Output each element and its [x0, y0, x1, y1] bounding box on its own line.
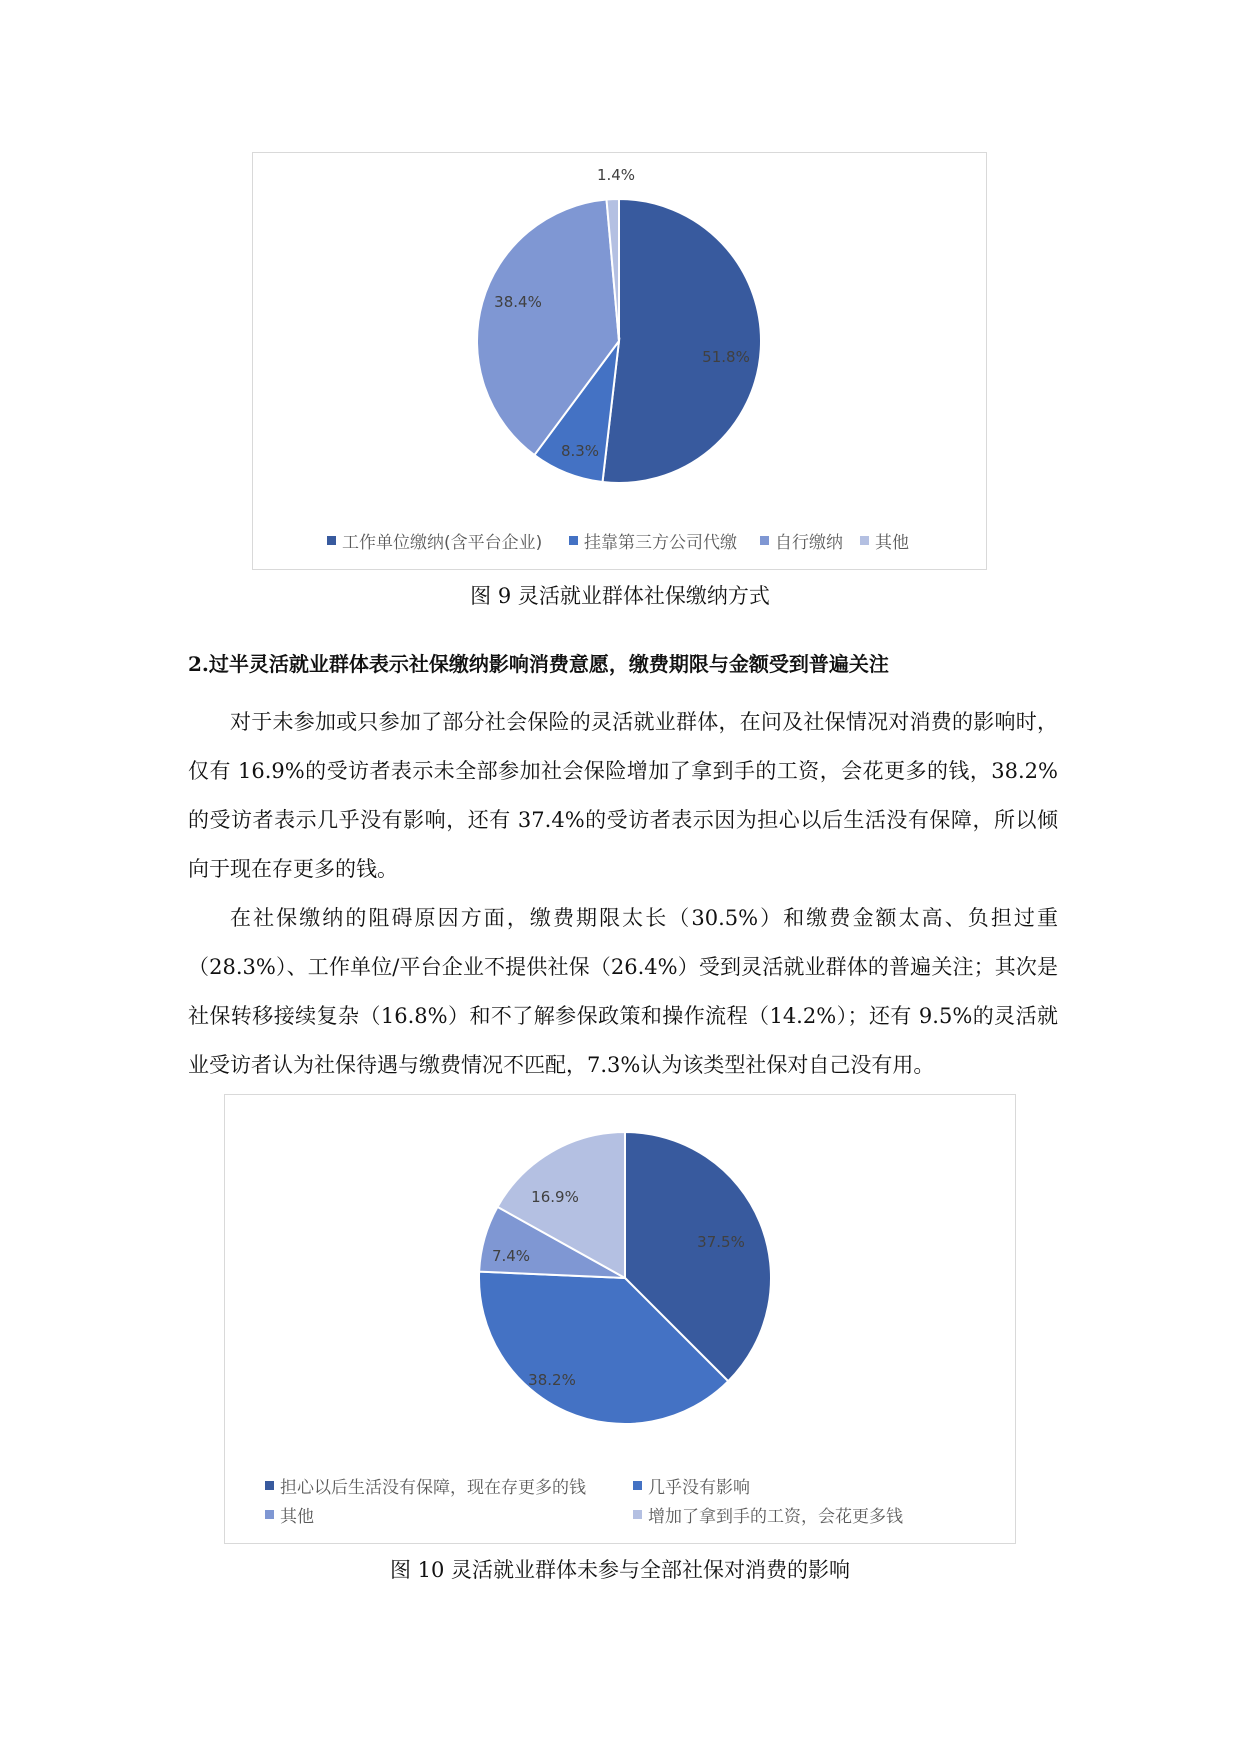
- figure-9-legend: [253, 528, 988, 558]
- paragraph-2: 在社保缴纳的阻碍原因方面，缴费期限太长（30.5%）和缴费金额太高、负担过重（28.3%）、工作单位/平台企业不提供社保（26.4%）受到灵活就业群体的普遍关注；其次是社保转移接续复杂（16.8%）和不了解参保政策和操作流程（14.2%）；还有 9.5%的灵活就业受访者认为社保待遇与缴费情况不匹配，7.3%认为该类型社保对自己没有用。: [188, 906, 1058, 1077]
- legend-swatch: [265, 1510, 274, 1519]
- legend-swatch: [760, 536, 769, 545]
- legend-item: [633, 1473, 750, 1498]
- legend-swatch: [633, 1510, 642, 1519]
- figure-9-caption: 图 9 灵活就业群体社保缴纳方式: [470, 584, 770, 608]
- legend-label: 工作单位缴纳(含平台企业): [342, 533, 543, 553]
- slice-value-label: 38.2%: [528, 1371, 576, 1389]
- slice-value-label: 37.5%: [697, 1233, 745, 1251]
- legend-item: [265, 1502, 314, 1527]
- figure-10-legend: [225, 1473, 1017, 1533]
- legend-swatch: [265, 1481, 274, 1490]
- legend-swatch: [569, 536, 578, 545]
- legend-label: 其他: [280, 1507, 314, 1527]
- legend-item: [265, 1473, 586, 1498]
- legend-item: [569, 528, 737, 553]
- figure-10-caption: 图 10 灵活就业群体未参与全部社保对消费的影响: [389, 1558, 851, 1582]
- section-heading: 2.过半灵活就业群体表示社保缴纳影响消费意愿，缴费期限与金额受到普遍关注: [188, 652, 889, 676]
- paragraph-1: 对于未参加或只参加了部分社会保险的灵活就业群体，在问及社保情况对消费的影响时，仅有 16.9%的受访者表示未全部参加社会保险增加了拿到手的工资，会花更多的钱，38.2%的受访者表示几乎没有影响，还有 37.4%的受访者表示因为担心以后生活没有保障，所以倾向于现在存更多的钱。: [188, 710, 1058, 881]
- pie-slice: [603, 199, 761, 483]
- legend-label: 自行缴纳: [775, 533, 843, 553]
- legend-label: 挂靠第三方公司代缴: [584, 533, 737, 553]
- legend-item: [760, 528, 843, 553]
- legend-label: 增加了拿到手的工资，会花更多钱: [648, 1507, 903, 1527]
- slice-value-label: 51.8%: [702, 348, 750, 366]
- figure-9-chart: [252, 152, 987, 570]
- legend-label: 担心以后生活没有保障，现在存更多的钱: [280, 1478, 586, 1498]
- legend-item: [633, 1502, 903, 1527]
- legend-item: [327, 528, 542, 553]
- figure-10-chart: [224, 1094, 1016, 1544]
- slice-value-label: 38.4%: [494, 293, 542, 311]
- figure-9-pie: [253, 153, 988, 571]
- slice-value-label: 7.4%: [491, 1247, 531, 1265]
- legend-swatch: [860, 536, 869, 545]
- legend-swatch: [633, 1481, 642, 1490]
- legend-label: 几乎没有影响: [648, 1478, 750, 1498]
- slice-value-label: 16.9%: [531, 1188, 579, 1206]
- slice-value-label: 1.4%: [596, 166, 636, 184]
- slice-value-label: 8.3%: [560, 442, 600, 460]
- legend-label: 其他: [875, 533, 909, 553]
- legend-swatch: [327, 536, 336, 545]
- legend-item: [860, 528, 909, 553]
